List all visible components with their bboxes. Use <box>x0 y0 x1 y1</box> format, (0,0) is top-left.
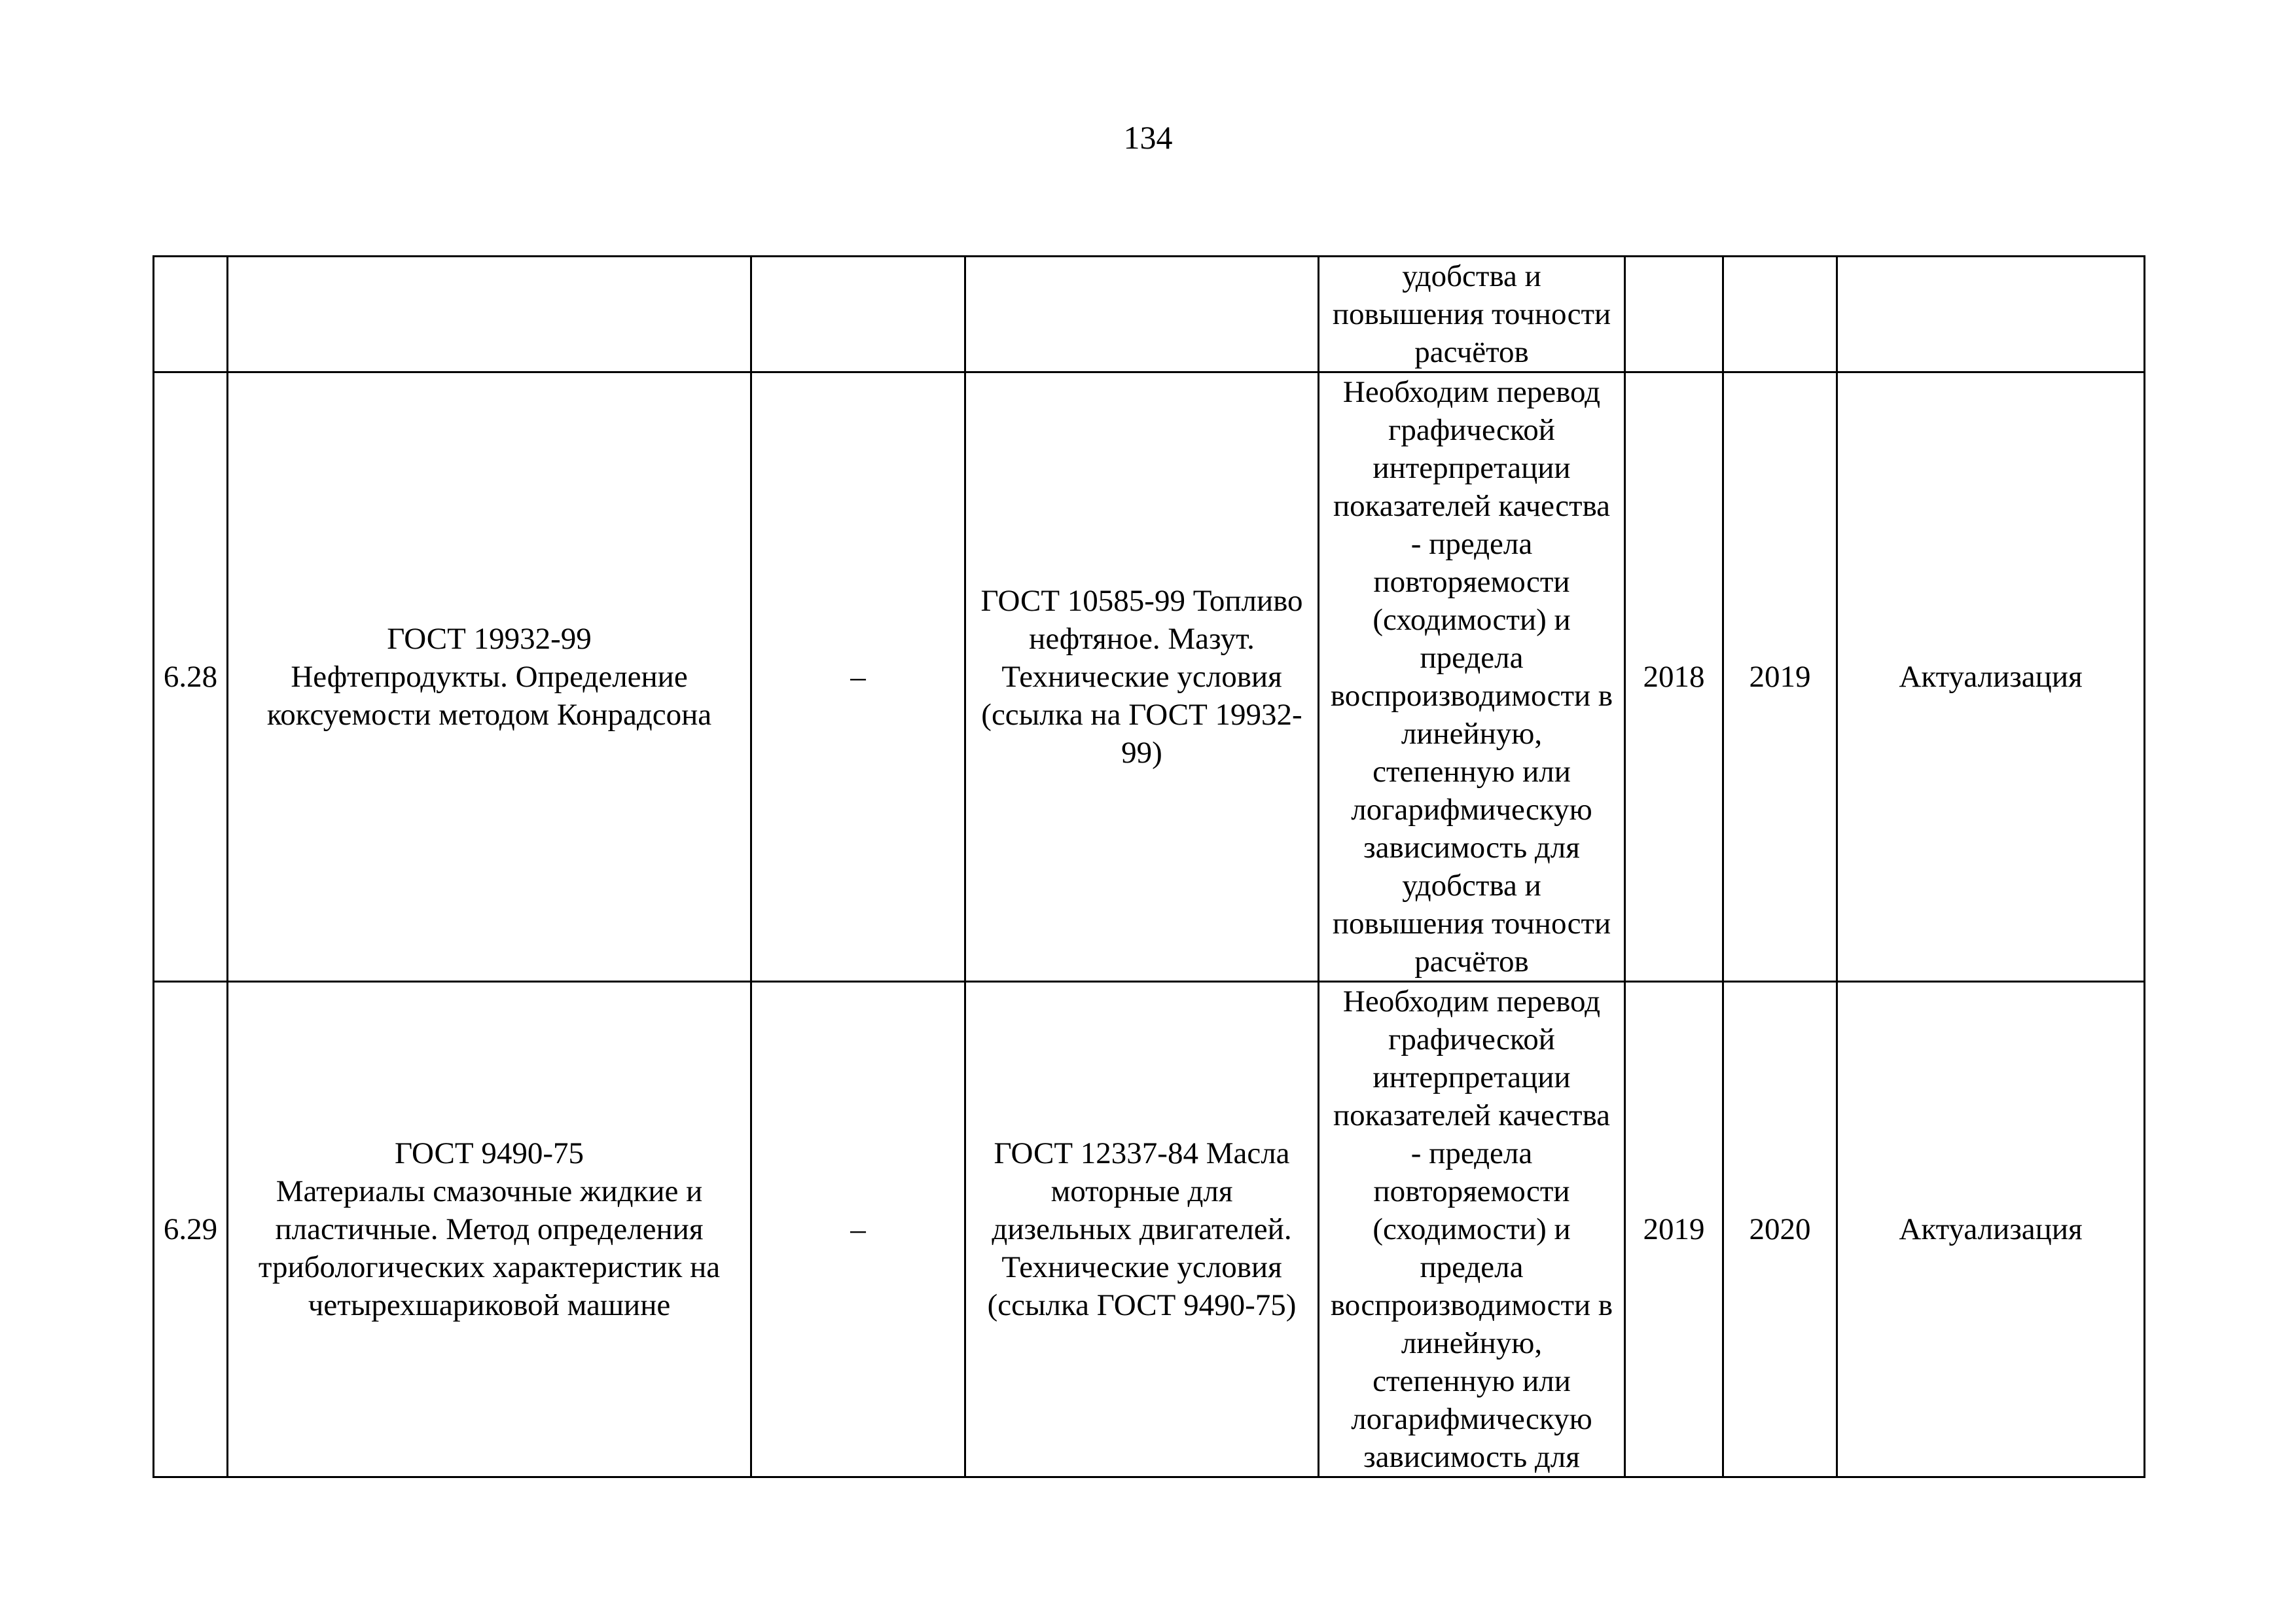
cell-standard <box>228 257 751 372</box>
cell-related <box>965 372 1319 982</box>
cell-standard <box>228 372 751 982</box>
cell-description <box>1319 257 1625 372</box>
description-line: Необходим перевод <box>1342 984 1601 1019</box>
description-line: удобства и <box>1402 869 1541 903</box>
description-line: графической <box>1388 1022 1555 1056</box>
description-line: степенную или <box>1372 755 1571 789</box>
description-line: повторяемости <box>1373 565 1570 599</box>
cell-action <box>1837 257 2145 372</box>
standard-line: ГОСТ 9490-75 <box>395 1136 584 1170</box>
cell-description <box>1319 372 1625 982</box>
description-line: показателей качества <box>1333 489 1611 523</box>
cell-description <box>1319 982 1625 1477</box>
description-line: повышения точности <box>1332 907 1611 941</box>
cell-col3: – <box>751 372 965 982</box>
standard-line: трибологических характеристик на <box>258 1250 721 1284</box>
description-line: воспроизводимости в <box>1330 1288 1613 1322</box>
standard-line: четырехшариковой машине <box>308 1288 671 1322</box>
description-line: предела <box>1420 641 1524 675</box>
cell-num: 6.28 <box>154 372 228 982</box>
standard-line: Нефтепродукты. Определение <box>291 660 688 694</box>
related-line: Технические условия <box>1001 660 1282 694</box>
related-line: (ссылка на ГОСТ 19932- <box>981 698 1302 732</box>
cell-year-start: 2018 <box>1625 372 1723 982</box>
description-line: - предела <box>1410 1136 1533 1170</box>
related-line: (ссылка ГОСТ 9490-75) <box>987 1288 1297 1322</box>
description-line: предела <box>1420 1250 1524 1284</box>
standard-line: коксуемости методом Конрадсона <box>266 698 712 732</box>
cell-col3: – <box>751 982 965 1477</box>
cell-year-end: 2019 <box>1723 372 1837 982</box>
description-line: логарифмическую <box>1351 793 1592 827</box>
related-line: ГОСТ 12337-84 Масла <box>994 1136 1290 1170</box>
table-row <box>154 372 2145 982</box>
description-line: интерпретации <box>1372 451 1571 485</box>
related-line: Технические условия <box>1001 1250 1282 1284</box>
description-line: воспроизводимости в <box>1330 679 1613 713</box>
description-line: (сходимости) и <box>1372 1212 1571 1246</box>
related-line: 99) <box>1121 736 1162 770</box>
standard-line: ГОСТ 19932-99 <box>387 622 592 656</box>
description-line: линейную, <box>1401 717 1543 751</box>
description-line: повторяемости <box>1373 1174 1570 1208</box>
cell-related <box>965 982 1319 1477</box>
description-line: линейную, <box>1401 1326 1543 1360</box>
cell-col3 <box>751 257 965 372</box>
standard-line: пластичные. Метод определения <box>275 1212 704 1246</box>
description-line: удобства и <box>1402 259 1541 293</box>
cell-action: Актуализация <box>1837 372 2145 982</box>
description-line: показателей качества <box>1333 1098 1611 1132</box>
description-line: степенную или <box>1372 1364 1571 1398</box>
related-line: ГОСТ 10585-99 Топливо <box>980 584 1303 618</box>
description-line: - предела <box>1410 527 1533 561</box>
description-line: расчётов <box>1414 945 1529 979</box>
related-line: нефтяное. Мазут. <box>1029 622 1255 656</box>
description-line: зависимость для <box>1363 1440 1580 1474</box>
cell-year-end <box>1723 257 1837 372</box>
description-line: логарифмическую <box>1351 1402 1592 1436</box>
description-line: (сходимости) и <box>1372 603 1571 637</box>
cell-related <box>965 257 1319 372</box>
cell-year-start: 2019 <box>1625 982 1723 1477</box>
description-line: графической <box>1388 413 1555 447</box>
description-line: интерпретации <box>1372 1060 1571 1094</box>
cell-action: Актуализация <box>1837 982 2145 1477</box>
cell-standard <box>228 982 751 1477</box>
description-line: расчётов <box>1414 335 1529 369</box>
related-line: моторные для <box>1050 1174 1233 1208</box>
description-line: повышения точности <box>1332 297 1611 331</box>
cell-num <box>154 257 228 372</box>
description-line: Необходим перевод <box>1342 375 1601 409</box>
cell-year-end: 2020 <box>1723 982 1837 1477</box>
cell-num: 6.29 <box>154 982 228 1477</box>
page-number: 134 <box>1123 119 1173 156</box>
related-line: дизельных двигателей. <box>992 1212 1292 1246</box>
description-line: зависимость для <box>1363 831 1580 865</box>
cell-year-start <box>1625 257 1723 372</box>
table-row-continuation <box>154 257 2145 372</box>
standard-line: Материалы смазочные жидкие и <box>276 1174 703 1208</box>
standards-table <box>152 255 2145 1478</box>
table-row <box>154 982 2145 1477</box>
